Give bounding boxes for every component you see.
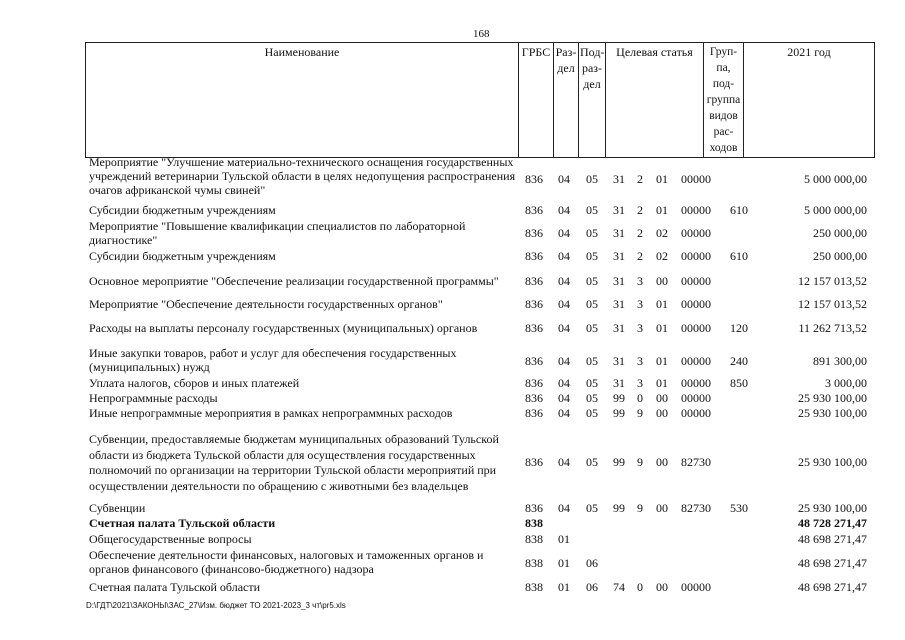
row-sum: 3 000,00 bbox=[825, 376, 867, 390]
row-podrazdel: 06 bbox=[586, 556, 598, 570]
row-target-4: 00000 bbox=[681, 172, 711, 186]
row-sum: 48 728 271,47 bbox=[798, 516, 867, 530]
row-grbs: 836 bbox=[525, 274, 543, 288]
row-razdel: 04 bbox=[558, 354, 570, 368]
row-target-2: 9 bbox=[637, 501, 643, 515]
row-target-4: 82730 bbox=[681, 501, 711, 515]
row-target-2: 3 bbox=[637, 321, 643, 335]
row-sum: 25 930 100,00 bbox=[798, 391, 867, 405]
row-grbs: 838 bbox=[525, 516, 543, 530]
row-sum: 48 698 271,47 bbox=[798, 580, 867, 594]
row-name: Мероприятие "Улучшение материально-технического оснащения государственных учреждений ветеринарии Тульской области в целях недопущения распространения очагов африканской чумы свиней" bbox=[89, 155, 516, 197]
header-grbs: ГРБС bbox=[519, 43, 554, 158]
row-razdel: 01 bbox=[558, 556, 570, 570]
row-target-3: 02 bbox=[656, 226, 668, 240]
row-razdel: 01 bbox=[558, 532, 570, 546]
row-group: 610 bbox=[730, 203, 748, 217]
row-razdel: 04 bbox=[558, 226, 570, 240]
row-grbs: 838 bbox=[525, 580, 543, 594]
row-target-3: 00 bbox=[656, 455, 668, 469]
header-target: Целевая статья bbox=[606, 43, 704, 158]
row-grbs: 836 bbox=[525, 501, 543, 515]
row-target-3: 02 bbox=[656, 249, 668, 263]
row-podrazdel: 05 bbox=[586, 376, 598, 390]
row-name: Непрограммные расходы bbox=[89, 391, 218, 405]
row-group: 610 bbox=[730, 249, 748, 263]
row-target-4: 00000 bbox=[681, 391, 711, 405]
row-podrazdel: 05 bbox=[586, 321, 598, 335]
row-target-1: 31 bbox=[613, 297, 625, 311]
row-target-2: 0 bbox=[637, 391, 643, 405]
row-name: Иные непрограммные мероприятия в рамках непрограммных расходов bbox=[89, 406, 453, 420]
row-podrazdel: 05 bbox=[586, 455, 598, 469]
row-target-1: 31 bbox=[613, 249, 625, 263]
row-name: Общегосударственные вопросы bbox=[89, 532, 252, 546]
row-target-1: 31 bbox=[613, 274, 625, 288]
row-target-1: 99 bbox=[613, 406, 625, 420]
row-target-2: 3 bbox=[637, 354, 643, 368]
row-grbs: 836 bbox=[525, 455, 543, 469]
row-target-2: 3 bbox=[637, 376, 643, 390]
row-razdel: 04 bbox=[558, 249, 570, 263]
row-sum: 25 930 100,00 bbox=[798, 406, 867, 420]
row-name: Субсидии бюджетным учреждениям bbox=[89, 249, 276, 263]
row-grbs: 836 bbox=[525, 249, 543, 263]
row-razdel: 04 bbox=[558, 274, 570, 288]
row-name: Мероприятие "Повышение квалификации специалистов по лабораторной диагностике" bbox=[89, 219, 466, 247]
row-sum: 5 000 000,00 bbox=[804, 172, 867, 186]
row-target-2: 0 bbox=[637, 580, 643, 594]
header-year: 2021 год bbox=[744, 43, 875, 158]
header-name: Наименование bbox=[86, 43, 519, 158]
row-grbs: 836 bbox=[525, 376, 543, 390]
row-group: 530 bbox=[730, 501, 748, 515]
row-name: Основное мероприятие "Обеспечение реализации государственной программы" bbox=[89, 274, 499, 288]
row-podrazdel: 05 bbox=[586, 203, 598, 217]
row-target-1: 99 bbox=[613, 391, 625, 405]
row-grbs: 836 bbox=[525, 391, 543, 405]
row-group: 240 bbox=[730, 354, 748, 368]
row-target-2: 9 bbox=[637, 455, 643, 469]
row-target-1: 31 bbox=[613, 354, 625, 368]
header-podrazdel: Под- раз- дел bbox=[579, 43, 606, 158]
row-name: Мероприятие "Обеспечение деятельности государственных органов" bbox=[89, 297, 443, 311]
row-podrazdel: 05 bbox=[586, 226, 598, 240]
row-target-3: 00 bbox=[656, 391, 668, 405]
row-target-4: 00000 bbox=[681, 376, 711, 390]
row-podrazdel: 05 bbox=[586, 406, 598, 420]
row-grbs: 836 bbox=[525, 203, 543, 217]
row-target-1: 99 bbox=[613, 455, 625, 469]
row-target-1: 31 bbox=[613, 226, 625, 240]
row-target-1: 31 bbox=[613, 376, 625, 390]
row-sum: 48 698 271,47 bbox=[798, 532, 867, 546]
row-target-4: 00000 bbox=[681, 580, 711, 594]
row-target-4: 00000 bbox=[681, 297, 711, 311]
row-target-4: 00000 bbox=[681, 406, 711, 420]
row-name: Субвенции, предоставляемые бюджетам муниципальных образований Тульской области из бюджета Тульской области для осуществления государственных полномочий по организации на территории Тульской области мероприятий при осуществлении деятельности по обращению с животными без владельцев bbox=[89, 432, 499, 493]
row-target-4: 82730 bbox=[681, 455, 711, 469]
row-sum: 12 157 013,52 bbox=[798, 274, 867, 288]
row-target-3: 00 bbox=[656, 501, 668, 515]
header-razdel: Раз- дел bbox=[554, 43, 579, 158]
row-razdel: 04 bbox=[558, 297, 570, 311]
row-razdel: 04 bbox=[558, 455, 570, 469]
row-sum: 250 000,00 bbox=[813, 249, 867, 263]
page-number: 168 bbox=[473, 28, 490, 40]
row-grbs: 836 bbox=[525, 226, 543, 240]
row-podrazdel: 05 bbox=[586, 501, 598, 515]
row-razdel: 04 bbox=[558, 172, 570, 186]
row-podrazdel: 06 bbox=[586, 580, 598, 594]
row-target-4: 00000 bbox=[681, 354, 711, 368]
row-target-3: 01 bbox=[656, 297, 668, 311]
row-target-2: 9 bbox=[637, 406, 643, 420]
row-target-1: 74 bbox=[613, 580, 625, 594]
row-razdel: 01 bbox=[558, 580, 570, 594]
row-sum: 25 930 100,00 bbox=[798, 455, 867, 469]
row-target-1: 99 bbox=[613, 501, 625, 515]
row-grbs: 836 bbox=[525, 321, 543, 335]
row-target-2: 3 bbox=[637, 297, 643, 311]
file-path-footer: D:\ГДТ\2021\ЗАКОНЫ\ЗАС_27\Изм. бюджет ТО 2021-2023_3 чт\pr5.xls bbox=[86, 601, 346, 610]
row-target-3: 00 bbox=[656, 580, 668, 594]
row-grbs: 838 bbox=[525, 532, 543, 546]
row-target-2: 2 bbox=[637, 249, 643, 263]
row-name: Уплата налогов, сборов и иных платежей bbox=[89, 376, 300, 390]
row-target-3: 00 bbox=[656, 274, 668, 288]
row-target-1: 31 bbox=[613, 203, 625, 217]
row-group: 850 bbox=[730, 376, 748, 390]
row-podrazdel: 05 bbox=[586, 391, 598, 405]
row-target-2: 2 bbox=[637, 172, 643, 186]
row-target-3: 01 bbox=[656, 376, 668, 390]
row-name: Субвенции bbox=[89, 501, 146, 515]
row-sum: 891 300,00 bbox=[813, 354, 867, 368]
header-group: Груп- па, под- группа видов рас- ходов bbox=[704, 43, 744, 158]
row-podrazdel: 05 bbox=[586, 297, 598, 311]
row-group: 120 bbox=[730, 321, 748, 335]
row-target-2: 3 bbox=[637, 274, 643, 288]
row-sum: 48 698 271,47 bbox=[798, 556, 867, 570]
row-razdel: 04 bbox=[558, 406, 570, 420]
row-sum: 12 157 013,52 bbox=[798, 297, 867, 311]
row-podrazdel: 05 bbox=[586, 172, 598, 186]
row-grbs: 838 bbox=[525, 556, 543, 570]
row-razdel: 04 bbox=[558, 376, 570, 390]
row-target-3: 01 bbox=[656, 203, 668, 217]
row-razdel: 04 bbox=[558, 391, 570, 405]
row-grbs: 836 bbox=[525, 406, 543, 420]
row-target-3: 01 bbox=[656, 354, 668, 368]
row-target-1: 31 bbox=[613, 321, 625, 335]
row-target-4: 00000 bbox=[681, 249, 711, 263]
row-name: Счетная палата Тульской области bbox=[89, 580, 261, 594]
row-podrazdel: 05 bbox=[586, 354, 598, 368]
row-podrazdel: 05 bbox=[586, 249, 598, 263]
row-target-4: 00000 bbox=[681, 321, 711, 335]
row-razdel: 04 bbox=[558, 203, 570, 217]
row-sum: 5 000 000,00 bbox=[804, 203, 867, 217]
row-grbs: 836 bbox=[525, 297, 543, 311]
row-sum: 250 000,00 bbox=[813, 226, 867, 240]
row-sum: 11 262 713,52 bbox=[798, 321, 867, 335]
row-target-2: 2 bbox=[637, 226, 643, 240]
row-name: Обеспечение деятельности финансовых, налоговых и таможенных органов и органов финансового (финансово-бюджетного) надзора bbox=[89, 548, 484, 576]
row-name: Счетная палата Тульской области bbox=[89, 516, 276, 530]
row-grbs: 836 bbox=[525, 172, 543, 186]
row-target-1: 31 bbox=[613, 172, 625, 186]
row-podrazdel: 05 bbox=[586, 274, 598, 288]
row-target-4: 00000 bbox=[681, 203, 711, 217]
row-name: Расходы на выплаты персоналу государственных (муниципальных) органов bbox=[89, 321, 478, 335]
row-grbs: 836 bbox=[525, 354, 543, 368]
row-target-3: 00 bbox=[656, 406, 668, 420]
row-name: Иные закупки товаров, работ и услуг для обеспечения государственных (муниципальных) нужд bbox=[89, 346, 457, 374]
row-target-2: 2 bbox=[637, 203, 643, 217]
row-razdel: 04 bbox=[558, 501, 570, 515]
row-target-3: 01 bbox=[656, 321, 668, 335]
row-target-4: 00000 bbox=[681, 274, 711, 288]
row-target-4: 00000 bbox=[681, 226, 711, 240]
row-razdel: 04 bbox=[558, 321, 570, 335]
row-sum: 25 930 100,00 bbox=[798, 501, 867, 515]
row-target-3: 01 bbox=[656, 172, 668, 186]
row-name: Субсидии бюджетным учреждениям bbox=[89, 203, 276, 217]
